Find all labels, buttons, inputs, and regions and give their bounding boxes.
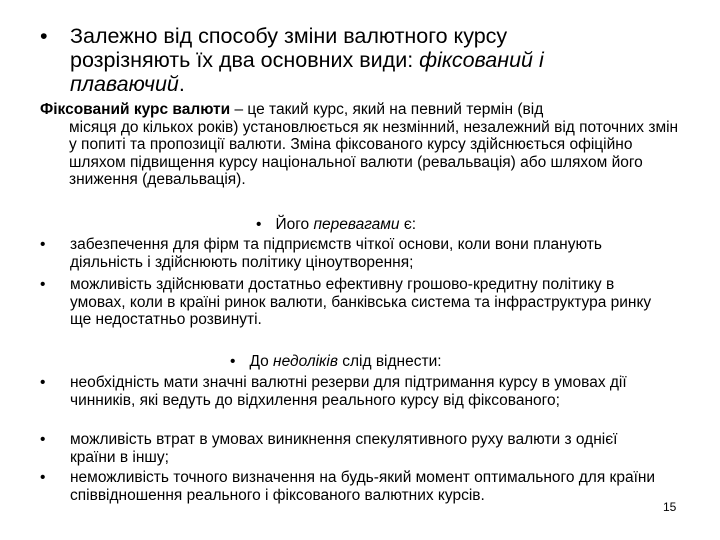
intro-bullet bbox=[40, 24, 600, 96]
intro-italic: фіксований і плаваючий bbox=[70, 48, 544, 96]
list-item: • забезпечення для фірм та підприємств чіткої основи, коли вони планують діяльність і здійснюють політику ціноутворення; bbox=[40, 236, 602, 271]
bullet-icon: • bbox=[230, 353, 236, 370]
bullet-icon: • bbox=[40, 431, 46, 448]
bullet-icon: • bbox=[40, 374, 46, 391]
bullet-icon: • bbox=[40, 276, 46, 293]
bullet-icon: • bbox=[40, 24, 48, 48]
definition-term: Фіксований курс валюти bbox=[40, 101, 231, 118]
list-item: • неможливість точного визначення на будь-який момент оптимального для країни співвідношення реального і фіксованого валютних курсів. bbox=[40, 469, 656, 504]
bullet-icon: • bbox=[40, 469, 46, 486]
page-number: 15 bbox=[663, 500, 677, 514]
intro-text: Залежно від способу зміни валютного курсу розрізняють їх два основних види: фіксований і плаваючий. bbox=[70, 24, 544, 96]
definition-continuation: місяця до кількох років) установлюється як незмінний, незалежний від поточних змін у попиті та пропозиції валюти. Зміна фіксованого курсу здійснюється офіційно шляхом підвищення курсу національної валюти (ревальвація) або шляхом його зниження (девальвація). bbox=[69, 118, 679, 188]
list-item: • можливість втрат в умовах виникнення спекулятивного руху валюти з однієї країни в іншу; bbox=[40, 431, 618, 466]
disadvantages-heading: • До недоліків слід віднести: bbox=[230, 353, 442, 370]
list-item: • можливість здійснювати достатньо ефективну грошово-кредитну політику в умовах, коли в країні ринок валюти, банківська система та інфраструктура ринку ще недостатньо розвинуті. bbox=[40, 276, 652, 328]
definition-paragraph: Фіксований курс валюти – це такий курс, який на певний термін (від місяця до кількох років) установлюється як незмінний, незалежний від поточних змін у попиті та пропозиції валюти. Зміна фіксованого курсу здійснюється офіційно шляхом підвищення курсу національної валюти (ревальвація) або шляхом його зниження (девальвація). bbox=[40, 101, 679, 188]
bullet-icon: • bbox=[256, 216, 262, 233]
advantages-heading: • Його перевагами є: bbox=[256, 216, 417, 233]
bullet-icon: • bbox=[40, 236, 46, 253]
list-item: • необхідність мати значні валютні резерви для підтримання курсу в умовах дії чинників, які ведуть до відхилення реального курсу від фіксованого; bbox=[40, 374, 627, 409]
